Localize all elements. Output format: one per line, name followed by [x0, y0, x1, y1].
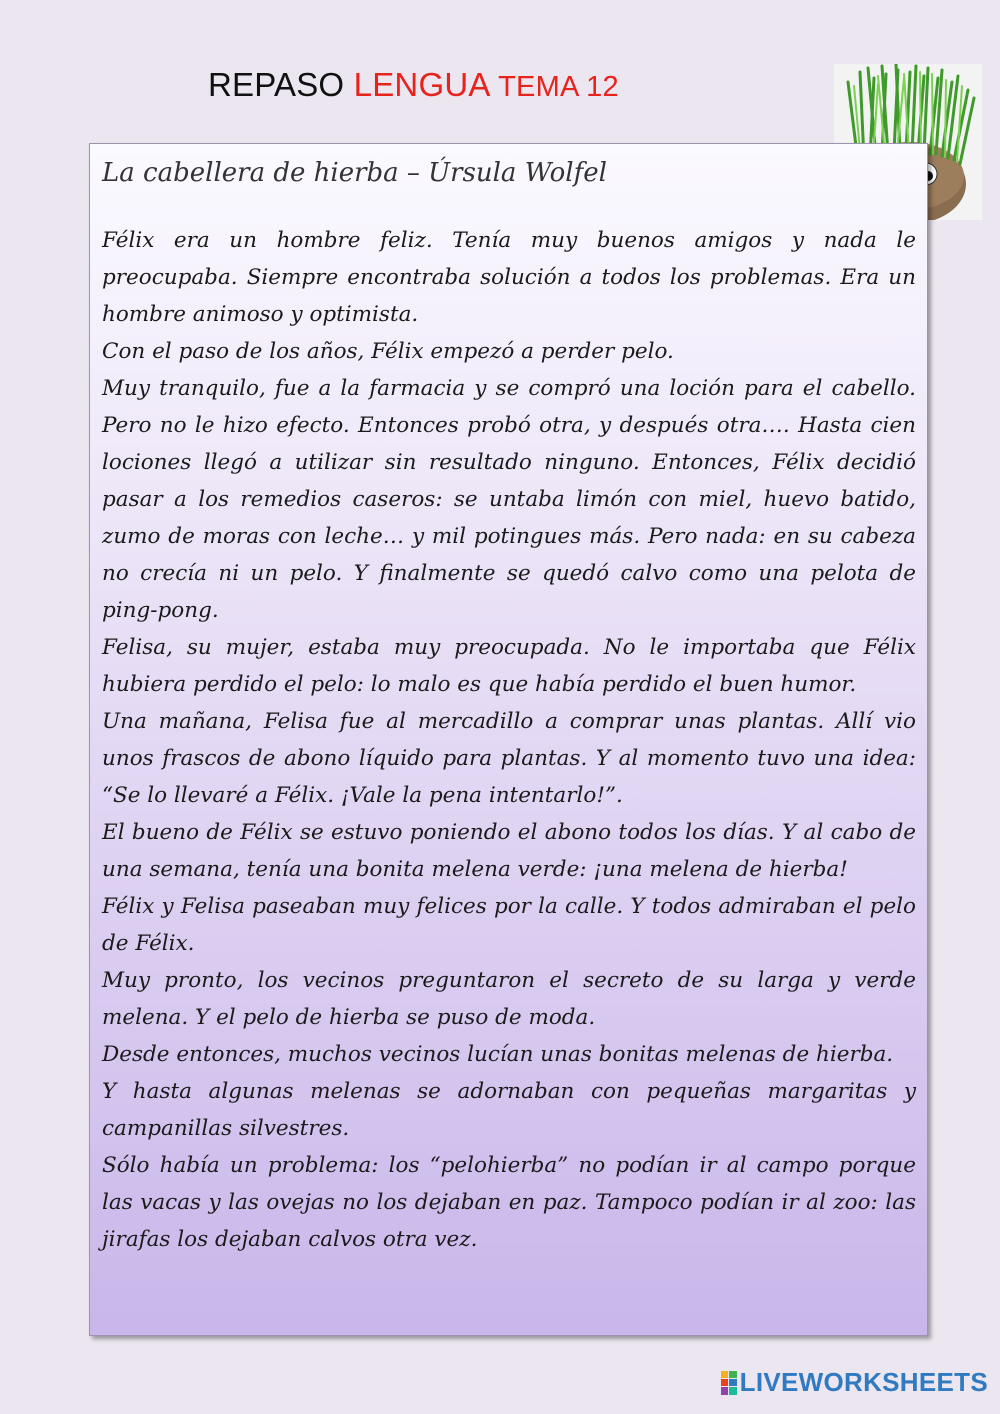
story-paragraph: Con el paso de los años, Félix empezó a perder pelo.	[102, 339, 674, 364]
story-paragraph: Félix y Felisa paseaban muy felices por la calle. Y todos admiraban el pelo de Félix.	[102, 894, 916, 956]
story-body	[102, 222, 916, 1258]
title-tema: TEMA 12	[498, 71, 619, 103]
story-paragraph: Muy pronto, los vecinos preguntaron el secreto de su larga y verde melena. Y el pelo de hierba se puso de moda.	[102, 968, 916, 1030]
story-card	[89, 143, 928, 1336]
story-paragraph: Felisa, su mujer, estaba muy preocupada. No le importaba que Félix hubiera perdido el pelo: lo malo es que había perdido el buen humor.	[102, 635, 916, 697]
brand-name: LIVEWORKSHEETS	[739, 1367, 988, 1397]
story-paragraph: Félix era un hombre feliz. Tenía muy buenos amigos y nada le preocupaba. Siempre encontraba solución a todos los problemas. Era un hombre animoso y optimista.	[102, 228, 916, 327]
page-title	[208, 66, 619, 104]
liveworksheets-logo-icon	[721, 1371, 737, 1395]
liveworksheets-brand	[721, 1367, 988, 1398]
story-paragraph: El bueno de Félix se estuvo poniendo el abono todos los días. Y al cabo de una semana, tenía una bonita melena verde: ¡una melena de hierba!	[102, 820, 916, 882]
title-lengua: LENGUA	[353, 66, 489, 103]
story-title: La cabellera de hierba – Úrsula Wolfel	[102, 158, 607, 188]
story-paragraph: Desde entonces, muchos vecinos lucían unas bonitas melenas de hierba.	[102, 1042, 894, 1067]
story-paragraph: Y hasta algunas melenas se adornaban con pequeñas margaritas y campanillas silvestres.	[102, 1079, 916, 1141]
story-paragraph: Sólo había un problema: los “pelohierba” no podían ir al campo porque las vacas y las ovejas no los dejaban en paz. Tampoco podían ir al zoo: las jirafas los dejaban calvos otra vez.	[102, 1153, 916, 1252]
story-paragraph: Una mañana, Felisa fue al mercadillo a comprar unas plantas. Allí vio unos frascos de abono líquido para plantas. Y al momento tuvo una idea: “Se lo llevaré a Félix. ¡Vale la pena intentarlo!”.	[102, 709, 916, 808]
story-paragraph: Muy tranquilo, fue a la farmacia y se compró una loción para el cabello. Pero no le hizo efecto. Entonces probó otra, y después otra…. Hasta cien lociones llegó a utilizar sin resultado ninguno. Entonces, Félix decidió pasar a los remedios caseros: se untaba limón con miel, huevo batido, zumo de moras con leche… y mil potingues más. Pero nada: en su cabeza no crecía ni un pelo. Y finalmente se quedó calvo como una pelota de ping-pong.	[102, 376, 916, 623]
title-repaso: REPASO	[208, 66, 345, 103]
